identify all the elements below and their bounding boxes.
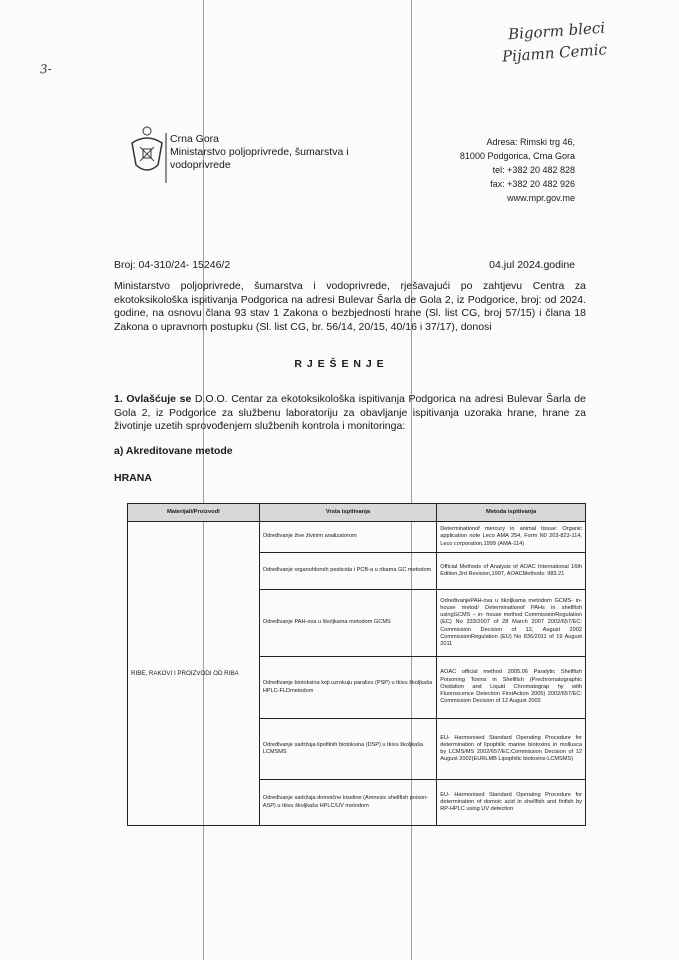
method-cell: EU- Harmonised Standard Operating Procedure for determination of domoic acid in shellfish and finfish by RP-HPLC using UV detection: [437, 780, 586, 826]
document-date: 04.jul 2024.godine: [489, 259, 575, 271]
point-1-lead: 1. Ovlašćuje se: [114, 393, 192, 405]
handwritten-mark: 3-: [39, 61, 53, 77]
method-cell: EU- Harmonised Standard Operating Procedure for determination of lipophilic marine biotoxins in mollusca by LCMS/MS 2002/657/EC:Commission Decision of 12 August 2002(EURLMB Lipophilic biotoxins-LCMSMS): [437, 719, 586, 780]
column-header: Materijali/Proizvodi: [128, 504, 260, 522]
handwritten-note: Pijamn Cemic: [501, 40, 608, 66]
test-cell: Određivanje organohlornih pesticida i PCB-a u ribama GC metodom: [259, 553, 437, 590]
decision-title: R J E Š E N J E: [294, 358, 385, 370]
test-cell: Određivanje PAH-ova u školjkama metodom GCMS: [259, 590, 437, 657]
method-cell: Determinationof mercury in animal tissue: Organic application note Leco AMA 254, Form N0 203-823-114, Leco corporation,1999 (AMA-114): [437, 522, 586, 553]
point-1-text: D.O.O. Centar za ekotoksikološka ispitivanja Podgorica na adresi Bulevar Šarla de Gola 2, iz Podgorice za službenu laboratoriju za obavljanje ispitivanja uzoraka hrane, hrane za životinje uzetih sprovođenjem službenih kontrola i monitoringa:: [114, 393, 586, 432]
phone: tel: +382 20 482 828: [492, 165, 575, 175]
intro-paragraph: Ministarstvo poljoprivrede, šumarstva i vodoprivrede, rješavajući po zahtjevu Centra za ekotoksikološka ispitivanja Podgorica na adresi Bulevar Šarla de Gola 2, iz Podgorice, broj: od 2024. godine, na osnovu člana 93 stav 1 Zakona o bezbjednosti hrane (Sl. list CG, broj 57/15) i člana 18 Zakona o upravnom postupku (Sl. list CG, br. 56/14, 20/15, 40/16 i 37/17), donosi: [114, 280, 586, 333]
section-food-heading: HRANA: [114, 472, 152, 484]
column-header: Vrsta ispitivanja: [259, 504, 437, 522]
method-cell: AOAC official method 2005.06 Paralytic Shellfish Poisoning Toxins in Shellfish (Prechromatographic Oxidation and Liquid Chromatograp hy with Fluoroscence Detection FirstAction 2005) 2002/657/EC: Commission Decision of 12 August 2002: [437, 657, 586, 719]
fax: fax: +382 20 482 926: [490, 179, 575, 189]
reference-number: Broj: 04-310/24- 15246/2: [114, 259, 231, 271]
handwritten-note: Bigorm bleci: [507, 18, 606, 44]
point-1: [114, 393, 586, 434]
table-row: [128, 522, 586, 553]
country-name: Crna Gora: [170, 133, 220, 145]
website: www.mpr.gov.me: [507, 193, 575, 203]
test-cell: Određivanje sadržaja lipofilnih biotoksina (DSP) u tkivu školjkaša LCMSMS: [259, 719, 437, 780]
section-a-heading: a) Akreditovane metode: [114, 445, 233, 457]
method-cell: Official Methods of Analysis of AOAC International 16th Edition,3rd Revision,1997, AOACMethods: 983.21: [437, 553, 586, 590]
table-header-row: [128, 504, 586, 522]
column-header: Metoda ispitivanja: [437, 504, 586, 522]
ministry-block: [170, 133, 349, 172]
method-cell: OdređivanjePAH-ova u školjkama metodom GCMS- in- house metod/ Determinationof PAHs in shellfish usingGCMS – in- house method CommissionRegulation (EC) No 333/2007 of 28 March 2007 2002/657/EC: Commission Decision of 12, August 2002 CommissionRegulation (EU) No 836/2011 of 19 August 2011: [437, 590, 586, 657]
methods-table: [127, 503, 586, 826]
ministry-name-cont: vodoprivrede: [170, 159, 231, 171]
city: 81000 Podgorica, Crna Gora: [459, 151, 575, 161]
ministry-name: Ministarstvo poljoprivrede, šumarstva i: [170, 146, 349, 158]
coat-of-arms-icon: [128, 125, 168, 185]
test-cell: Određivanje sadržaja domoične kiseline (Amnesic shellfish poison-ASP) u tkivu školjkaša HPLC/UV metodom: [259, 780, 437, 826]
material-cell: RIBE, RAKOVI I PROIZVODI OD RIBA: [128, 522, 260, 826]
test-cell: Određivanje biotoksina koji uzrokuju paralizu (PSP) u tkivu školjkaša HPLC-FLDmetodom: [259, 657, 437, 719]
contact-block: [460, 135, 575, 205]
test-cell: Određivanje žive živinim analizatorom: [259, 522, 437, 553]
address: Adresa: Rimski trg 46,: [486, 137, 575, 147]
